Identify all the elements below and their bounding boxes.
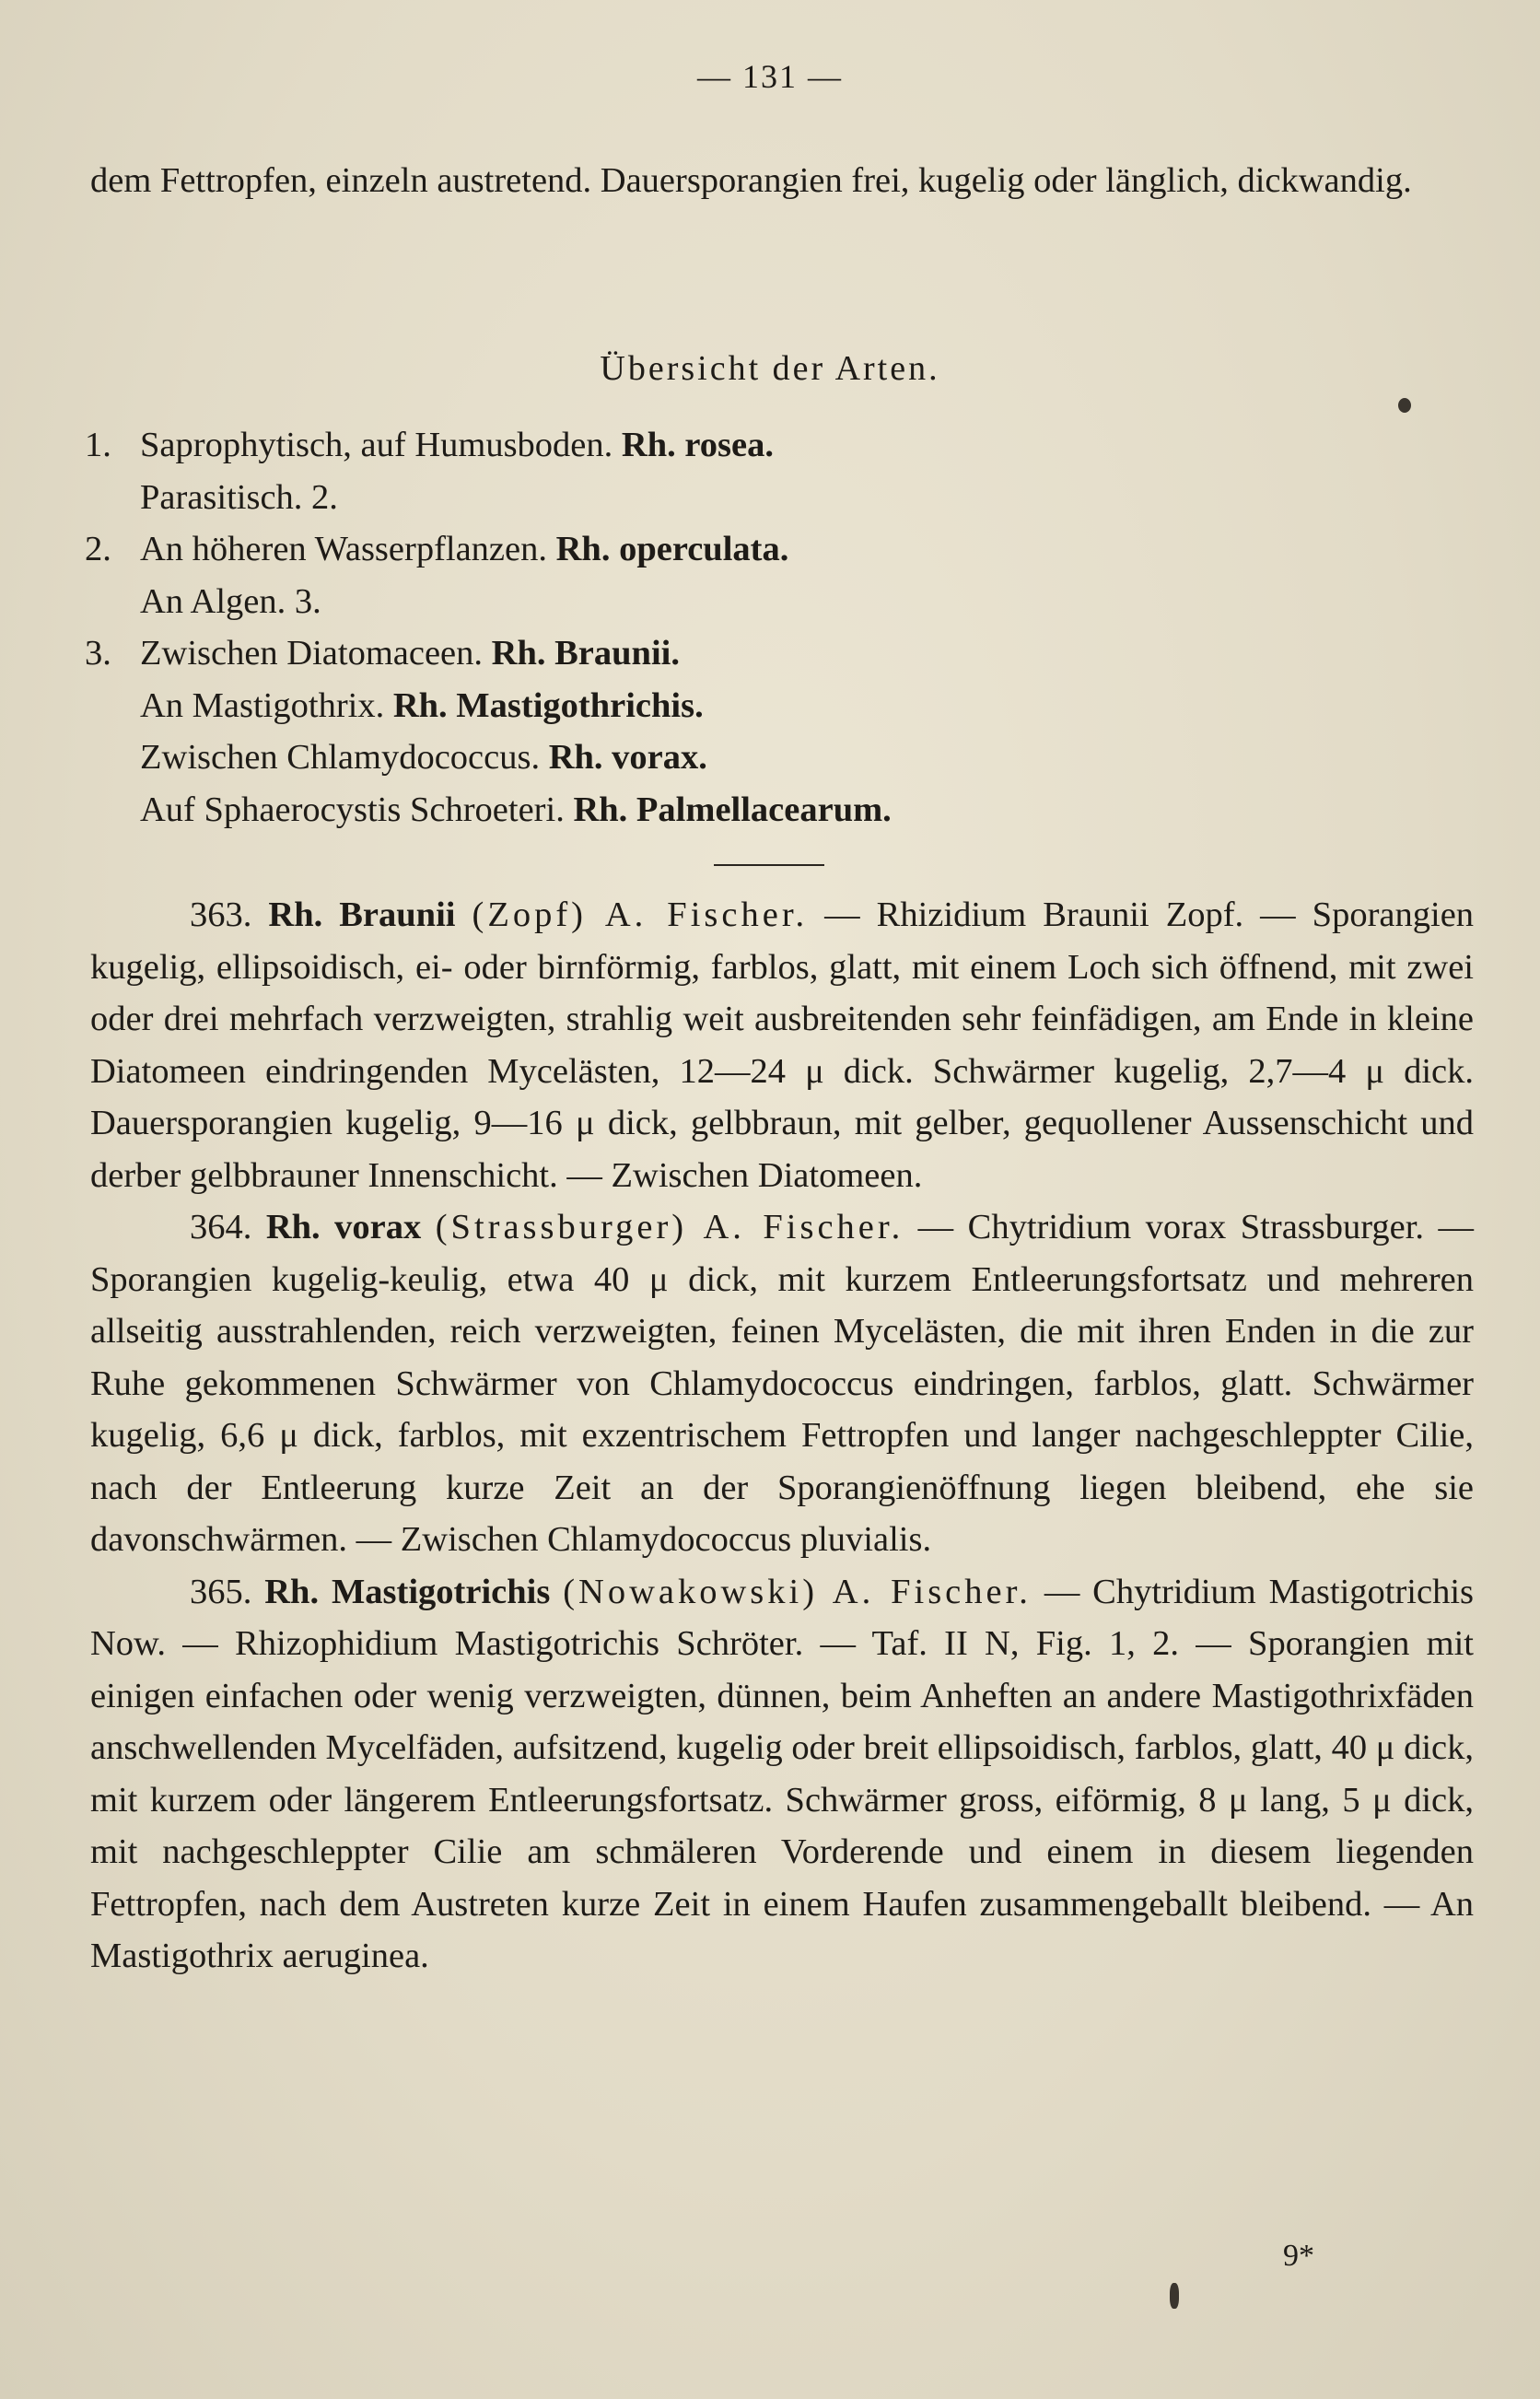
- key-text: An Algen. 3.: [140, 581, 321, 621]
- entry-species: Rh. Braunii: [268, 895, 456, 934]
- key-text: Zwischen Diatomaceen.: [140, 634, 484, 673]
- page-number: — 131 —: [697, 58, 843, 95]
- signature-mark: 9*: [1283, 2239, 1314, 2273]
- key-row: [85, 472, 1282, 524]
- entry-number: 363.: [190, 895, 252, 934]
- entry-body: — Rhizidium Braunii Zopf. — Sporangien kugelig, ellipsoidisch, ei- oder birnförmig, farblos, glatt, mit einem Loch sich öffnend, mit zwei oder drei mehrfach verzweigten, strahlig weit ausbreitenden sehr feinfädigen, am Ende in kleine Diatomeen eindringenden Mycelästen, 12—24 μ dick. Schwärmer kugelig, 2,7—4 μ dick. Dauersporangien kugelig, 9—16 μ dick, gelbbraun, mit gelber, gequollener Aussenschicht und derber gelbbrauner Innenschicht. — Zwischen Diatomeen.: [90, 895, 1475, 1195]
- key-row: [85, 680, 1282, 732]
- key-species: Rh. Braunii.: [491, 634, 680, 673]
- key-row: [85, 523, 1282, 576]
- entry-authority: (Strassburger) A. Fischer.: [435, 1208, 904, 1246]
- key-text: Auf Sphaerocystis Schroeteri.: [140, 790, 565, 829]
- section-divider: [714, 864, 824, 866]
- key-text: An Mastigothrix.: [140, 685, 385, 725]
- key-species: Rh. Mastigothrichis.: [392, 685, 704, 725]
- key-text: Saprophytisch, auf Humusboden.: [140, 426, 613, 464]
- entry-species: Rh. Mastigotrichis: [264, 1572, 551, 1611]
- entry-number: 365.: [190, 1572, 252, 1611]
- key-species: Rh. rosea.: [621, 426, 774, 464]
- key-species: Rh. vorax.: [548, 738, 707, 777]
- species-entry: [90, 1566, 1474, 1983]
- key-row: [85, 731, 1282, 784]
- key-number: 2.: [85, 530, 111, 568]
- species-entry: [90, 1201, 1474, 1566]
- intro-paragraph: [90, 155, 1474, 207]
- entry-body: — Chytridium Mastigotrichis Now. — Rhizophidium Mastigotrichis Schröter. — Taf. II N, Fig. 1, 2. — Sporangien mit einigen einfachen oder wenig verzweigten, dünnen, beim Anheften an andere Mastigothrixfäden anschwellenden Mycelfäden, aufsitzend, kugelig oder breit ellipsoidisch, farblos, glatt, 40 μ dick, mit kurzem oder längerem Entleerungsfortsatz. Schwärmer gross, eiförmig, 8 μ lang, 5 μ dick, mit nachgeschleppter Cilie am schmäleren Vorderende und einem in diesem liegenden Fettropfen, nach dem Austreten kurze Zeit in einem Haufen zusammengeballt bleibend. — An Mastigothrix aeruginea.: [90, 1572, 1475, 1975]
- entry-authority: (Zopf) A. Fischer.: [472, 895, 809, 934]
- key-text: Parasitisch. 2.: [140, 477, 338, 517]
- key-number: 3.: [85, 634, 111, 673]
- key-text: An höheren Wasserpflanzen.: [140, 530, 547, 568]
- ink-speck: [1398, 398, 1411, 413]
- entry-species: Rh. vorax: [265, 1208, 422, 1246]
- key-row: [85, 576, 1282, 628]
- species-key: [85, 419, 1282, 836]
- intro-text: dem Fettropfen, einzeln austretend. Dauersporangien frei, kugelig oder länglich, dickwandig.: [90, 161, 1412, 200]
- key-number: 1.: [85, 426, 111, 464]
- key-row: [85, 784, 1282, 837]
- species-entries: [90, 889, 1474, 1983]
- key-heading: Übersicht der Arten.: [600, 349, 940, 388]
- entry-authority: (Nowakowski) A. Fischer.: [563, 1572, 1032, 1611]
- key-row: [85, 627, 1282, 680]
- key-species: Rh. operculata.: [555, 530, 789, 568]
- key-text: Zwischen Chlamydococcus.: [140, 738, 541, 777]
- ink-speck: [1170, 2283, 1179, 2309]
- entry-number: 364.: [190, 1208, 252, 1246]
- key-species: Rh. Palmellacearum.: [573, 790, 892, 829]
- species-entry: [90, 889, 1474, 1201]
- key-row: [85, 419, 1282, 472]
- entry-body: — Chytridium vorax Strassburger. — Sporangien kugelig-keulig, etwa 40 μ dick, mit kurzem Entleerungsfortsatz und mehreren allseitig ausstrahlenden, reich verzweigten, feinen Mycelästen, die mit ihren Enden in die zur Ruhe gekommenen Schwärmer von Chlamydococcus eindringen, farblos, glatt. Schwärmer kugelig, 6,6 μ dick, farblos, mit exzentrischem Fettropfen und langer nachgeschleppter Cilie, nach der Entleerung kurze Zeit an der Sporangienöffnung liegen bleibend, ehe sie davonschwärmen. — Zwischen Chlamydococcus pluvialis.: [90, 1208, 1474, 1559]
